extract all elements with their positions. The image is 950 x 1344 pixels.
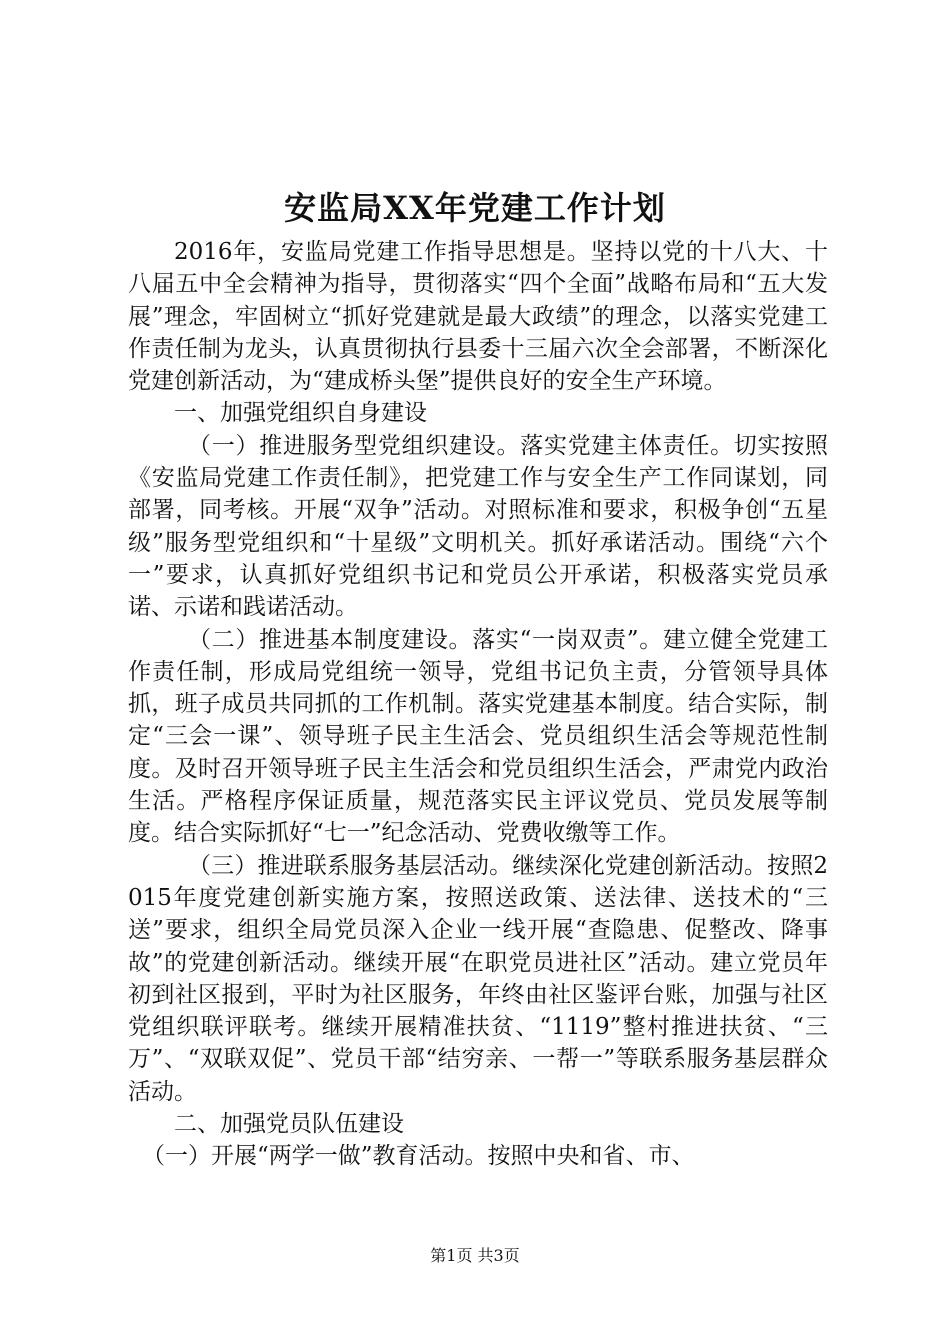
paragraph-subsection-1-2: （二）推进基本制度建设。落实“一岗双责”。建立健全党建工作责任制，形成局党组统一领导，党组书记负主责，分管领导具体抓，班子成员共同抓的工作机制。落实党建基本制度。结合实际，制定“三会一课”、领导班子民主生活会、党员组织生活会等规范性制度。及时召开领导班子民主生活会和党员组织生活会，严肃党内政治生活。严格程序保证质量，规范落实民主评议党员、党员发展等制度。结合实际抓好“七一”纪念活动、党费收缴等工作。 <box>128 626 828 847</box>
document-body <box>128 236 828 1173</box>
paragraph-subsection-2-1: （一）开展“两学一做”教育活动。按照中央和省、市、 <box>142 1143 695 1170</box>
section-heading-2: 二、加强党员队伍建设 <box>174 1111 404 1138</box>
page-footer: 第1页 共3页 <box>430 1246 520 1265</box>
section-heading-1: 一、加强党组织自身建设 <box>174 400 427 427</box>
paragraph-subsection-1-1: （一）推进服务型党组织建设。落实党建主体责任。切实按照《安监局党建工作责任制》，把党建工作与安全生产工作同谋划，同部署，同考核。开展“双争”活动。对照标准和要求，积极争创“五星级”服务型党组织和“十星级”文明机关。抓好承诺活动。围绕“六个一”要求，认真抓好党组织书记和党员公开承诺，积极落实党员承诺、示诺和践诺活动。 <box>128 432 828 621</box>
paragraph-guiding-thought: 2016年，安监局党建工作指导思想是。坚持以党的十八大、十八届五中全会精神为指导，贯彻落实“四个全面”战略布局和“五大发展”理念，牢固树立“抓好党建就是最大政绩”的理念，以落实党建工作责任制为龙头，认真贯彻执行县委十三届六次全会部署，不断深化党建创新活动，为“建成桥头堡”提供良好的安全生产环境。 <box>128 239 828 395</box>
document-title: 安监局XX年党建工作计划 <box>284 189 666 227</box>
paragraph-subsection-1-3: （三）推进联系服务基层活动。继续深化党建创新活动。按照2015年度党建创新实施方案，按照送政策、送法律、送技术的“三送”要求，组织全局党员深入企业一线开展“查隐患、促整改、降事故”的党建创新活动。继续开展“在职党员进社区”活动。建立党员年初到社区报到，平时为社区服务，年终由社区鉴评台账，加强与社区党组织联评联考。继续开展精准扶贫、“1119”整村推进扶贫、“三万”、“双联双促”、党员干部“结穷亲、一帮一”等联系服务基层群众活动。 <box>128 852 828 1105</box>
